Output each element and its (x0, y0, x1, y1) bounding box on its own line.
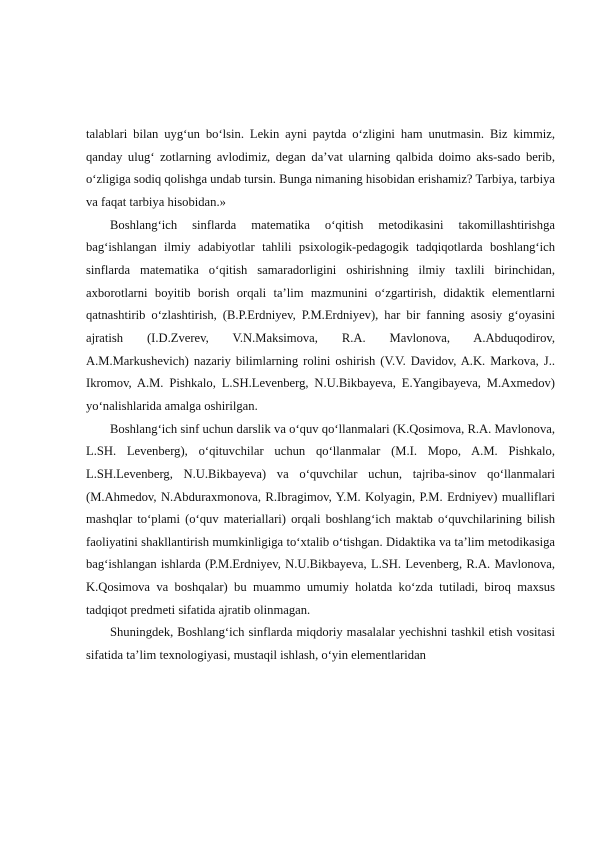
paragraph-1: talablari bilan uyg‘un bo‘lsin. Lekin ayni paytda o‘zligini ham unutmasin. Biz kimmiz, qanday ulug‘ zotlarning avlodimiz, degan da’vat ularning qalbida doimo aks-sado berib, o‘zligiga sodiq qolishga undab tursin. Bunga nimaning hisobidan erishamiz? Tarbiya, tarbiya va faqat tarbiya hisobidan.» (86, 127, 555, 209)
body-text (86, 123, 555, 667)
paragraph-2: Boshlang‘ich sinflarda matematika o‘qitish metodikasini takomillashtirishga bag‘ishlangan ilmiy adabiyotlar tahlili psixologik-pedagogik tadqiqotlarda boshlang‘ich sinflarda matematika o‘qitish samaradorligini oshirishning ilmiy taxlili birinchidan, axborotlarni boyitib borish orqali ta’lim mazmunini o‘zgartirish, didaktik elementlarni qatnashtirib o‘zlashtirish, (B.P.Erdniyev, P.M.Erdniyev), har bir fanning asosiy g‘oyasini ajratish (I.D.Zverev, V.N.Maksimova, R.A. Mavlonova, A.Abduqodirov, A.M.Markushevich) nazariy bilimlarning rolini oshirish (V.V. Davidov, A.K. Markova, J.. Ikromov, A.M. Pishkalo, L.SH.Levenberg, N.U.Bikbayeva, E.Yangibayeva, M.Axmedov) yo‘nalishlarida amalga oshirilgan. (86, 217, 555, 413)
paragraph-3: Boshlang‘ich sinf uchun darslik va o‘quv qo‘llanmalari (K.Qosimova, R.A. Mavlonova, L.SH. Levenberg), o‘qituvchilar uchun qo‘llanmalar (M.I. Mopo, A.M. Pishkalo, L.SH.Levenberg, N.U.Bikbayeva) va o‘quvchilar uchun, tajriba-sinov qo‘llanmalari (M.Ahmedov, N.Abduraxmonova, R.Ibragimov, Y.M. Kolyagin, P.M. Erdniyev) mualliflari mashqlar to‘plami (o‘quv materiallari) orqali boshlang‘ich maktab o‘quvchilarining bilish faoliyatini shakllantirish mumkinligiga to‘xtalib o‘tishgan. Didaktika va ta’lim metodikasiga bag‘ishlangan ishlarda (P.M.Erdniyev, N.U.Bikbayeva, L.SH. Levenberg, R.A. Mavlonova, K.Qosimova va boshqalar) bu muammo umumiy holatda ko‘zda tutiladi, biroq maxsus tadqiqot predmeti sifatida ajratib olinmagan. (86, 421, 555, 617)
paragraph-4: Shuningdek, Boshlang‘ich sinflarda miqdoriy masalalar yechishni tashkil etish vositasi sifatida ta’lim texnologiyasi, mustaqil ishlash, o‘yin elementlaridan (86, 625, 555, 663)
